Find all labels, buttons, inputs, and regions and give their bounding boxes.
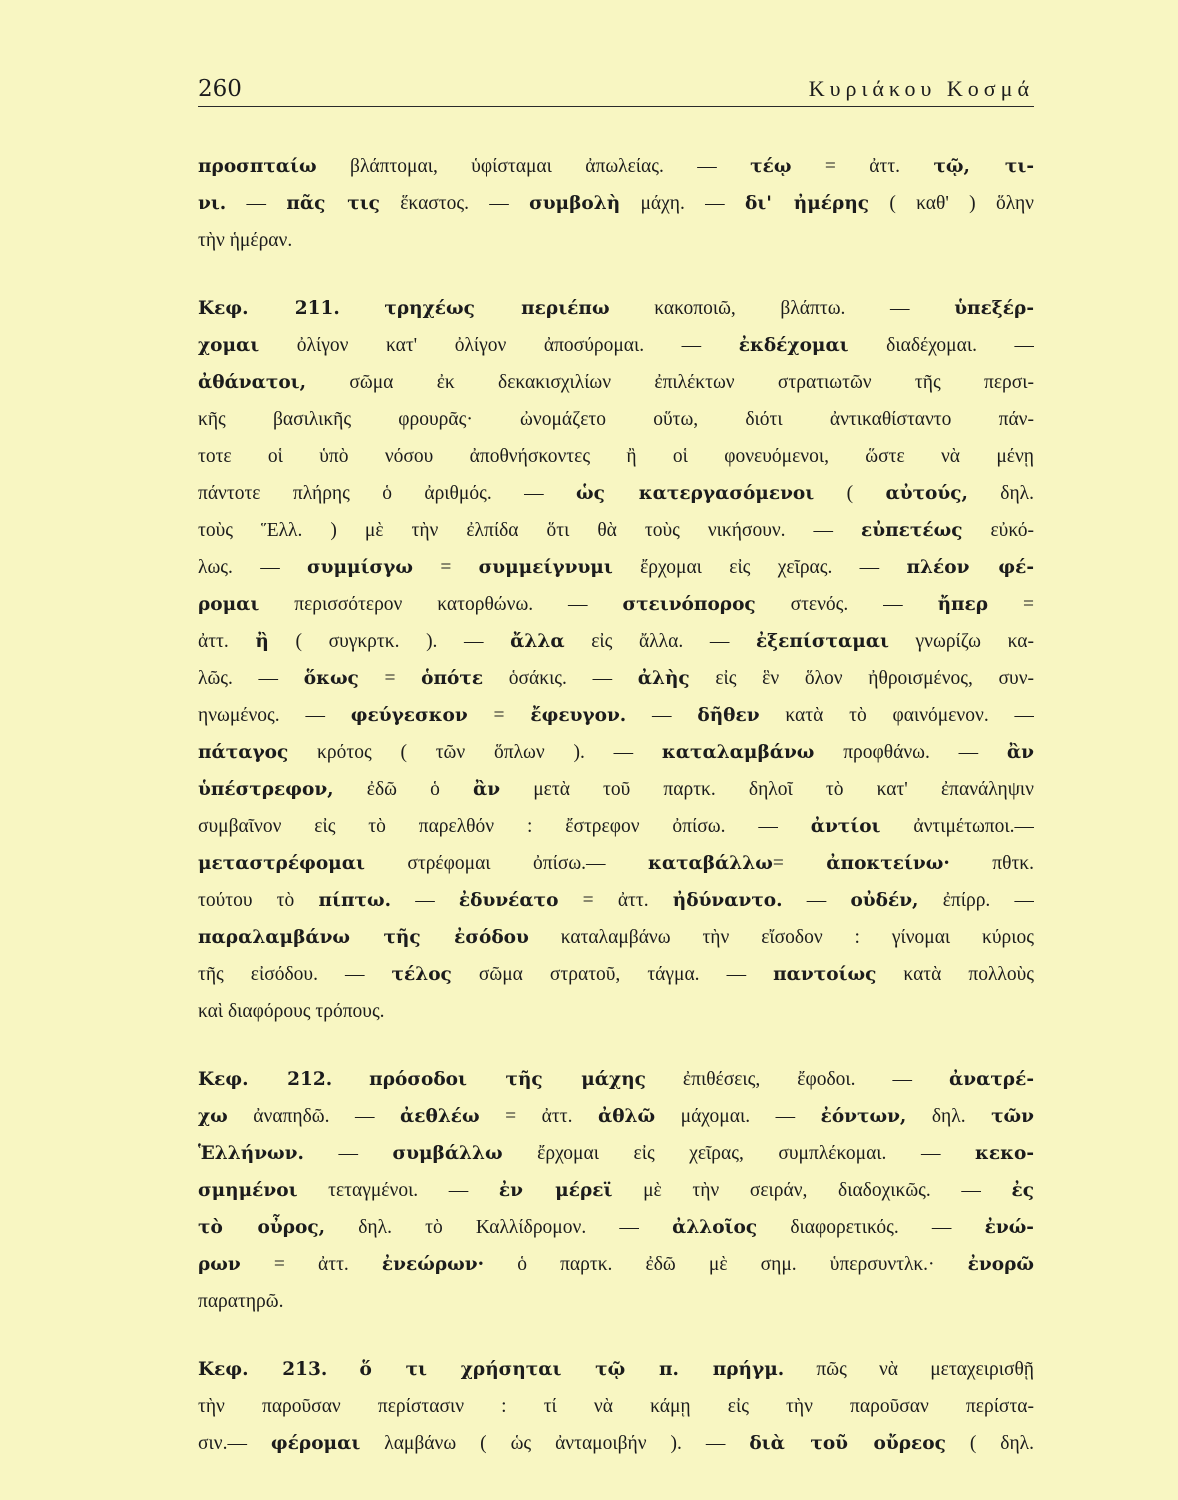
headword: ἢ [255, 631, 269, 652]
headword: φεύγεσκον [350, 705, 468, 726]
gloss-text: πθτκ. [949, 853, 1034, 874]
headword: προσπταίω [198, 156, 317, 177]
paragraph [198, 290, 1034, 1030]
headword: πίπτω. [318, 890, 392, 911]
headword: ὡς κατεργασόμενοι [575, 483, 815, 504]
text-line [198, 993, 1034, 1030]
headword: ἂν [473, 779, 501, 800]
text-line [198, 401, 1034, 438]
gloss-text: ὁ παρτκ. ἐδῶ μὲ σημ. ὑπερσυντλκ.· [484, 1254, 968, 1275]
gloss-text: κῆς βασιλικῆς φρουρᾶς· ὠνομάζετο οὕτω, διότι ἀντικαθίσταντο πάν- [198, 409, 1034, 430]
text-line [198, 1135, 1034, 1172]
glossary-body [198, 148, 1034, 1462]
gloss-text: ( δηλ. [945, 1433, 1034, 1454]
gloss-text: = [358, 668, 422, 689]
gloss-text: λαμβάνω ( ὡς ἀνταμοιβήν ). — [360, 1433, 750, 1454]
gloss-text: παρατηρῶ. [198, 1291, 284, 1312]
headword: ρων [198, 1254, 241, 1275]
gloss-text: βλάπτομαι, ὑφίσταμαι ἀπωλείας. — [316, 156, 751, 177]
gloss-text: τὴν ἡμέραν. [198, 230, 293, 251]
gloss-text: ἔρχομαι εἰς χεῖρας. — [612, 557, 907, 578]
text-line [198, 1283, 1034, 1320]
headword: τρηχέως περιέπω [384, 298, 610, 319]
headword: ἐνώ- [984, 1217, 1034, 1238]
gloss-text [340, 298, 385, 319]
headword: παραλαμβάνω τῆς ἐσόδου [198, 927, 529, 948]
text-line [198, 148, 1034, 185]
gloss-text: = [988, 594, 1034, 615]
gloss-text: τεταγμένοι. — [297, 1180, 499, 1201]
gloss-text: κατὰ τὸ φαινόμενον. — [759, 705, 1034, 726]
running-title: Κυριάκου Κοσμά [808, 76, 1034, 101]
text-line [198, 290, 1034, 327]
gloss-text: ἐπιθέσεις, ἔφοδοι. — [645, 1069, 950, 1090]
text-line [198, 512, 1034, 549]
text-line [198, 919, 1034, 956]
gloss-text: ( [814, 483, 886, 504]
headword: εὐπετέως [861, 520, 963, 541]
headword: ἐκδέχομαι [738, 335, 849, 356]
headword: πρόσοδοι τῆς μάχης [369, 1069, 646, 1090]
paragraph [198, 148, 1034, 259]
text-line [198, 771, 1034, 808]
headword: κεκο- [975, 1143, 1034, 1164]
gloss-text: δηλ. [967, 483, 1034, 504]
gloss-text: εἰς ἓν ὅλον ἠθροισμένος, συν- [689, 668, 1034, 689]
gloss-text: διαδέχομαι. — [848, 335, 1034, 356]
text-line [198, 845, 1034, 882]
headword: στεινόπορος [622, 594, 756, 615]
gloss-text: σῶμα στρατοῦ, τάγμα. — [451, 964, 774, 985]
text-line [198, 1172, 1034, 1209]
headword: Κεφ. 211. [198, 298, 340, 319]
gloss-text: περισσότερον κατορθώνω. — [259, 594, 623, 615]
text-line [198, 660, 1034, 697]
text-line [198, 734, 1034, 771]
headword: Κεφ. 212. [198, 1069, 333, 1090]
gloss-text: ( καθ' ) ὅλην [869, 193, 1034, 214]
headword: καταλαμβάνω [661, 742, 815, 763]
gloss-text: εὐκό- [962, 520, 1034, 541]
headword: ἐνορῶ [967, 1254, 1034, 1275]
headword: οὐδέν, [850, 890, 919, 911]
text-line [198, 1388, 1034, 1425]
text-line [198, 697, 1034, 734]
gloss-text: μετὰ τοῦ παρτκ. δηλοῖ τὸ κατ' ἐπανάληψιν [500, 779, 1034, 800]
headword: ἠδύναντο. [672, 890, 783, 911]
text-line [198, 1425, 1034, 1462]
headword: τὸ οὖρος, [198, 1217, 326, 1238]
gloss-text: στρέφομαι ὀπίσω.— [364, 853, 648, 874]
text-line [198, 222, 1034, 259]
page-number: 260 [198, 76, 242, 102]
headword: πᾶς τις [286, 193, 380, 214]
headword: ἀλὴς [637, 668, 690, 689]
text-line [198, 438, 1034, 475]
headword: ὅκως [303, 668, 359, 689]
gloss-text: = [772, 853, 827, 874]
running-head [198, 74, 1034, 107]
gloss-text: — [303, 1143, 393, 1164]
gloss-text: μάχη. — [620, 193, 745, 214]
text-line [198, 549, 1034, 586]
gloss-text: = [413, 557, 479, 578]
gloss-text: ἕκαστος. — [379, 193, 530, 214]
headword: ἐόντων, [820, 1106, 907, 1127]
gloss-text: δηλ. τὸ Καλλίδρομον. — [325, 1217, 673, 1238]
text-line [198, 364, 1034, 401]
headword: δι' ἠμέρης [744, 193, 870, 214]
gloss-text: προφθάνω. — [814, 742, 1007, 763]
gloss-text: μὲ τὴν σειράν, διαδοχικῶς. — [612, 1180, 1012, 1201]
gloss-text: — [782, 890, 851, 911]
text-line [198, 882, 1034, 919]
headword: ἄλλα [510, 631, 565, 652]
gloss-text: πάντοτε πλήρης ὁ ἀριθμός. — [198, 483, 576, 504]
headword: ἀθλῶ [597, 1106, 656, 1127]
text-line [198, 586, 1034, 623]
text-line [198, 1351, 1034, 1388]
gloss-text: ἀττ. [198, 631, 256, 652]
headword: συμβολὴ [529, 193, 621, 214]
headword: ὁπότε [421, 668, 484, 689]
headword: ἐδυνέατο [458, 890, 559, 911]
text-line [198, 1061, 1034, 1098]
text-line [198, 1246, 1034, 1283]
gloss-text: τούτου τὸ [198, 890, 319, 911]
headword: τῶν [991, 1106, 1034, 1127]
headword: πάταγος [198, 742, 289, 763]
headword: ἔφευγον. [530, 705, 627, 726]
headword: ὑπέστρεφον, [198, 779, 334, 800]
headword: χομαι [198, 335, 260, 356]
headword: ἐξεπίσταμαι [755, 631, 889, 652]
headword: ἂν [1006, 742, 1034, 763]
text-line [198, 475, 1034, 512]
gloss-text: — [226, 193, 287, 214]
gloss-text: τὴν παροῦσαν περίστασιν : τί νὰ κάμῃ εἰς τὴν παροῦσαν περίστα- [198, 1396, 1034, 1417]
headword: τῷ, τι- [933, 156, 1034, 177]
headword: φέρομαι [270, 1433, 361, 1454]
gloss-text: δηλ. [906, 1106, 992, 1127]
headword: ἀντίοι [810, 816, 881, 837]
gloss-text: λῶς. — [198, 668, 304, 689]
gloss-text: = ἀττ. [791, 156, 934, 177]
headword: ἀνατρέ- [949, 1069, 1034, 1090]
headword: συμβάλλω [392, 1143, 503, 1164]
gloss-text [332, 1069, 369, 1090]
gloss-text: = ἀττ. [240, 1254, 382, 1275]
book-page [198, 0, 1034, 1500]
gloss-text: τῆς εἰσόδου. — [198, 964, 392, 985]
gloss-text: γνωρίζω κα- [888, 631, 1034, 652]
headword: διὰ τοῦ οὔρεος [749, 1433, 946, 1454]
headword: ἐς [1011, 1180, 1034, 1201]
gloss-text: = ἀττ. [558, 890, 673, 911]
text-line [198, 956, 1034, 993]
gloss-text: = ἀττ. [479, 1106, 598, 1127]
paragraph-gap [198, 1030, 1034, 1061]
headword: συμμίσγω [307, 557, 414, 578]
headword: ἀεθλέω [400, 1106, 480, 1127]
headword: Ἑλλήνων. [198, 1143, 304, 1164]
gloss-text: διαφορετικός. — [757, 1217, 985, 1238]
gloss-text: κρότος ( τῶν ὅπλων ). — [288, 742, 662, 763]
headword: σμημένοι [198, 1180, 298, 1201]
gloss-text: ὀλίγον κατ' ὀλίγον ἀποσύρομαι. — [259, 335, 739, 356]
headword: δῆθεν [697, 705, 760, 726]
gloss-text: ὁσάκις. — [483, 668, 638, 689]
text-line [198, 623, 1034, 660]
headword: καταβάλλω [647, 853, 773, 874]
gloss-text: μάχομαι. — [655, 1106, 821, 1127]
gloss-text: κατὰ πολλοὺς [876, 964, 1034, 985]
headword: ἤπερ [937, 594, 989, 615]
gloss-text: σῶμα ἐκ δεκακισχιλίων ἐπιλέκτων στρατιωτῶν τῆς περσι- [306, 372, 1034, 393]
text-line [198, 1209, 1034, 1246]
paragraph-gap [198, 259, 1034, 290]
paragraph [198, 1351, 1034, 1462]
gloss-text: τοὺς Ἕλλ. ) μὲ τὴν ἐλπίδα ὅτι θὰ τοὺς νικήσουν. — [198, 520, 862, 541]
headword: ἀθάνατοι, [198, 372, 307, 393]
headword: τέλος [391, 964, 452, 985]
gloss-text: κακοποιῶ, βλάπτω. — [609, 298, 955, 319]
headword: ὑπεξέρ- [954, 298, 1034, 319]
headword: χω [198, 1106, 228, 1127]
paragraph [198, 1061, 1034, 1320]
gloss-text: ἀναπηδῶ. — [227, 1106, 401, 1127]
gloss-text: ἐδῶ ὁ [333, 779, 473, 800]
gloss-text: ἔρχομαι εἰς χεῖρας, συμπλέκομαι. — [502, 1143, 976, 1164]
gloss-text: τοτε οἱ ὑπὸ νόσου ἀποθνήσκοντες ἢ οἱ φονευόμενοι, ὥστε νὰ μένῃ [198, 446, 1034, 467]
headword: αὐτούς, [885, 483, 968, 504]
gloss-text: ( συγκρτκ. ). — [268, 631, 511, 652]
text-line [198, 808, 1034, 845]
headword: ἀποκτείνω· [826, 853, 950, 874]
gloss-text: καὶ διαφόρους τρόπους. [198, 1001, 385, 1022]
headword: τέῳ [750, 156, 792, 177]
gloss-text: στενός. — [755, 594, 938, 615]
gloss-text: λως. — [198, 557, 308, 578]
headword: ἐν μέρεϊ [498, 1180, 613, 1201]
headword: ἀλλοῖος [672, 1217, 758, 1238]
gloss-text: ἀντιμέτωποι.— [880, 816, 1034, 837]
gloss-text: συμβαῖνον εἰς τὸ παρελθόν : ἔστρεφον ὀπίσω. — [198, 816, 811, 837]
gloss-text: καταλαμβάνω τὴν εἴσοδον : γίνομαι κύριος [528, 927, 1034, 948]
gloss-text: πῶς νὰ μεταχειρισθῇ [784, 1359, 1034, 1380]
headword: παντοίως [773, 964, 877, 985]
gloss-text: ηνωμένος. — [198, 705, 351, 726]
gloss-text: — [391, 890, 459, 911]
headword: ὅ τι χρήσηται τῷ π. πρήγμ. [359, 1359, 785, 1380]
text-line [198, 327, 1034, 364]
gloss-text: = [467, 705, 531, 726]
headword: συμμείγνυμι [478, 557, 613, 578]
headword: νι. [198, 193, 227, 214]
headword: μεταστρέφομαι [198, 853, 365, 874]
gloss-text [327, 1359, 359, 1380]
headword: Κεφ. 213. [198, 1359, 328, 1380]
headword: ἐνεώρων· [381, 1254, 485, 1275]
gloss-text: εἰς ἄλλα. — [564, 631, 756, 652]
paragraph-gap [198, 1320, 1034, 1351]
gloss-text: — [626, 705, 698, 726]
text-line [198, 1098, 1034, 1135]
gloss-text: ἐπίρρ. — [918, 890, 1034, 911]
gloss-text: σιν.— [198, 1433, 271, 1454]
headword: πλέον φέ- [906, 557, 1034, 578]
text-line [198, 185, 1034, 222]
headword: ρομαι [198, 594, 260, 615]
